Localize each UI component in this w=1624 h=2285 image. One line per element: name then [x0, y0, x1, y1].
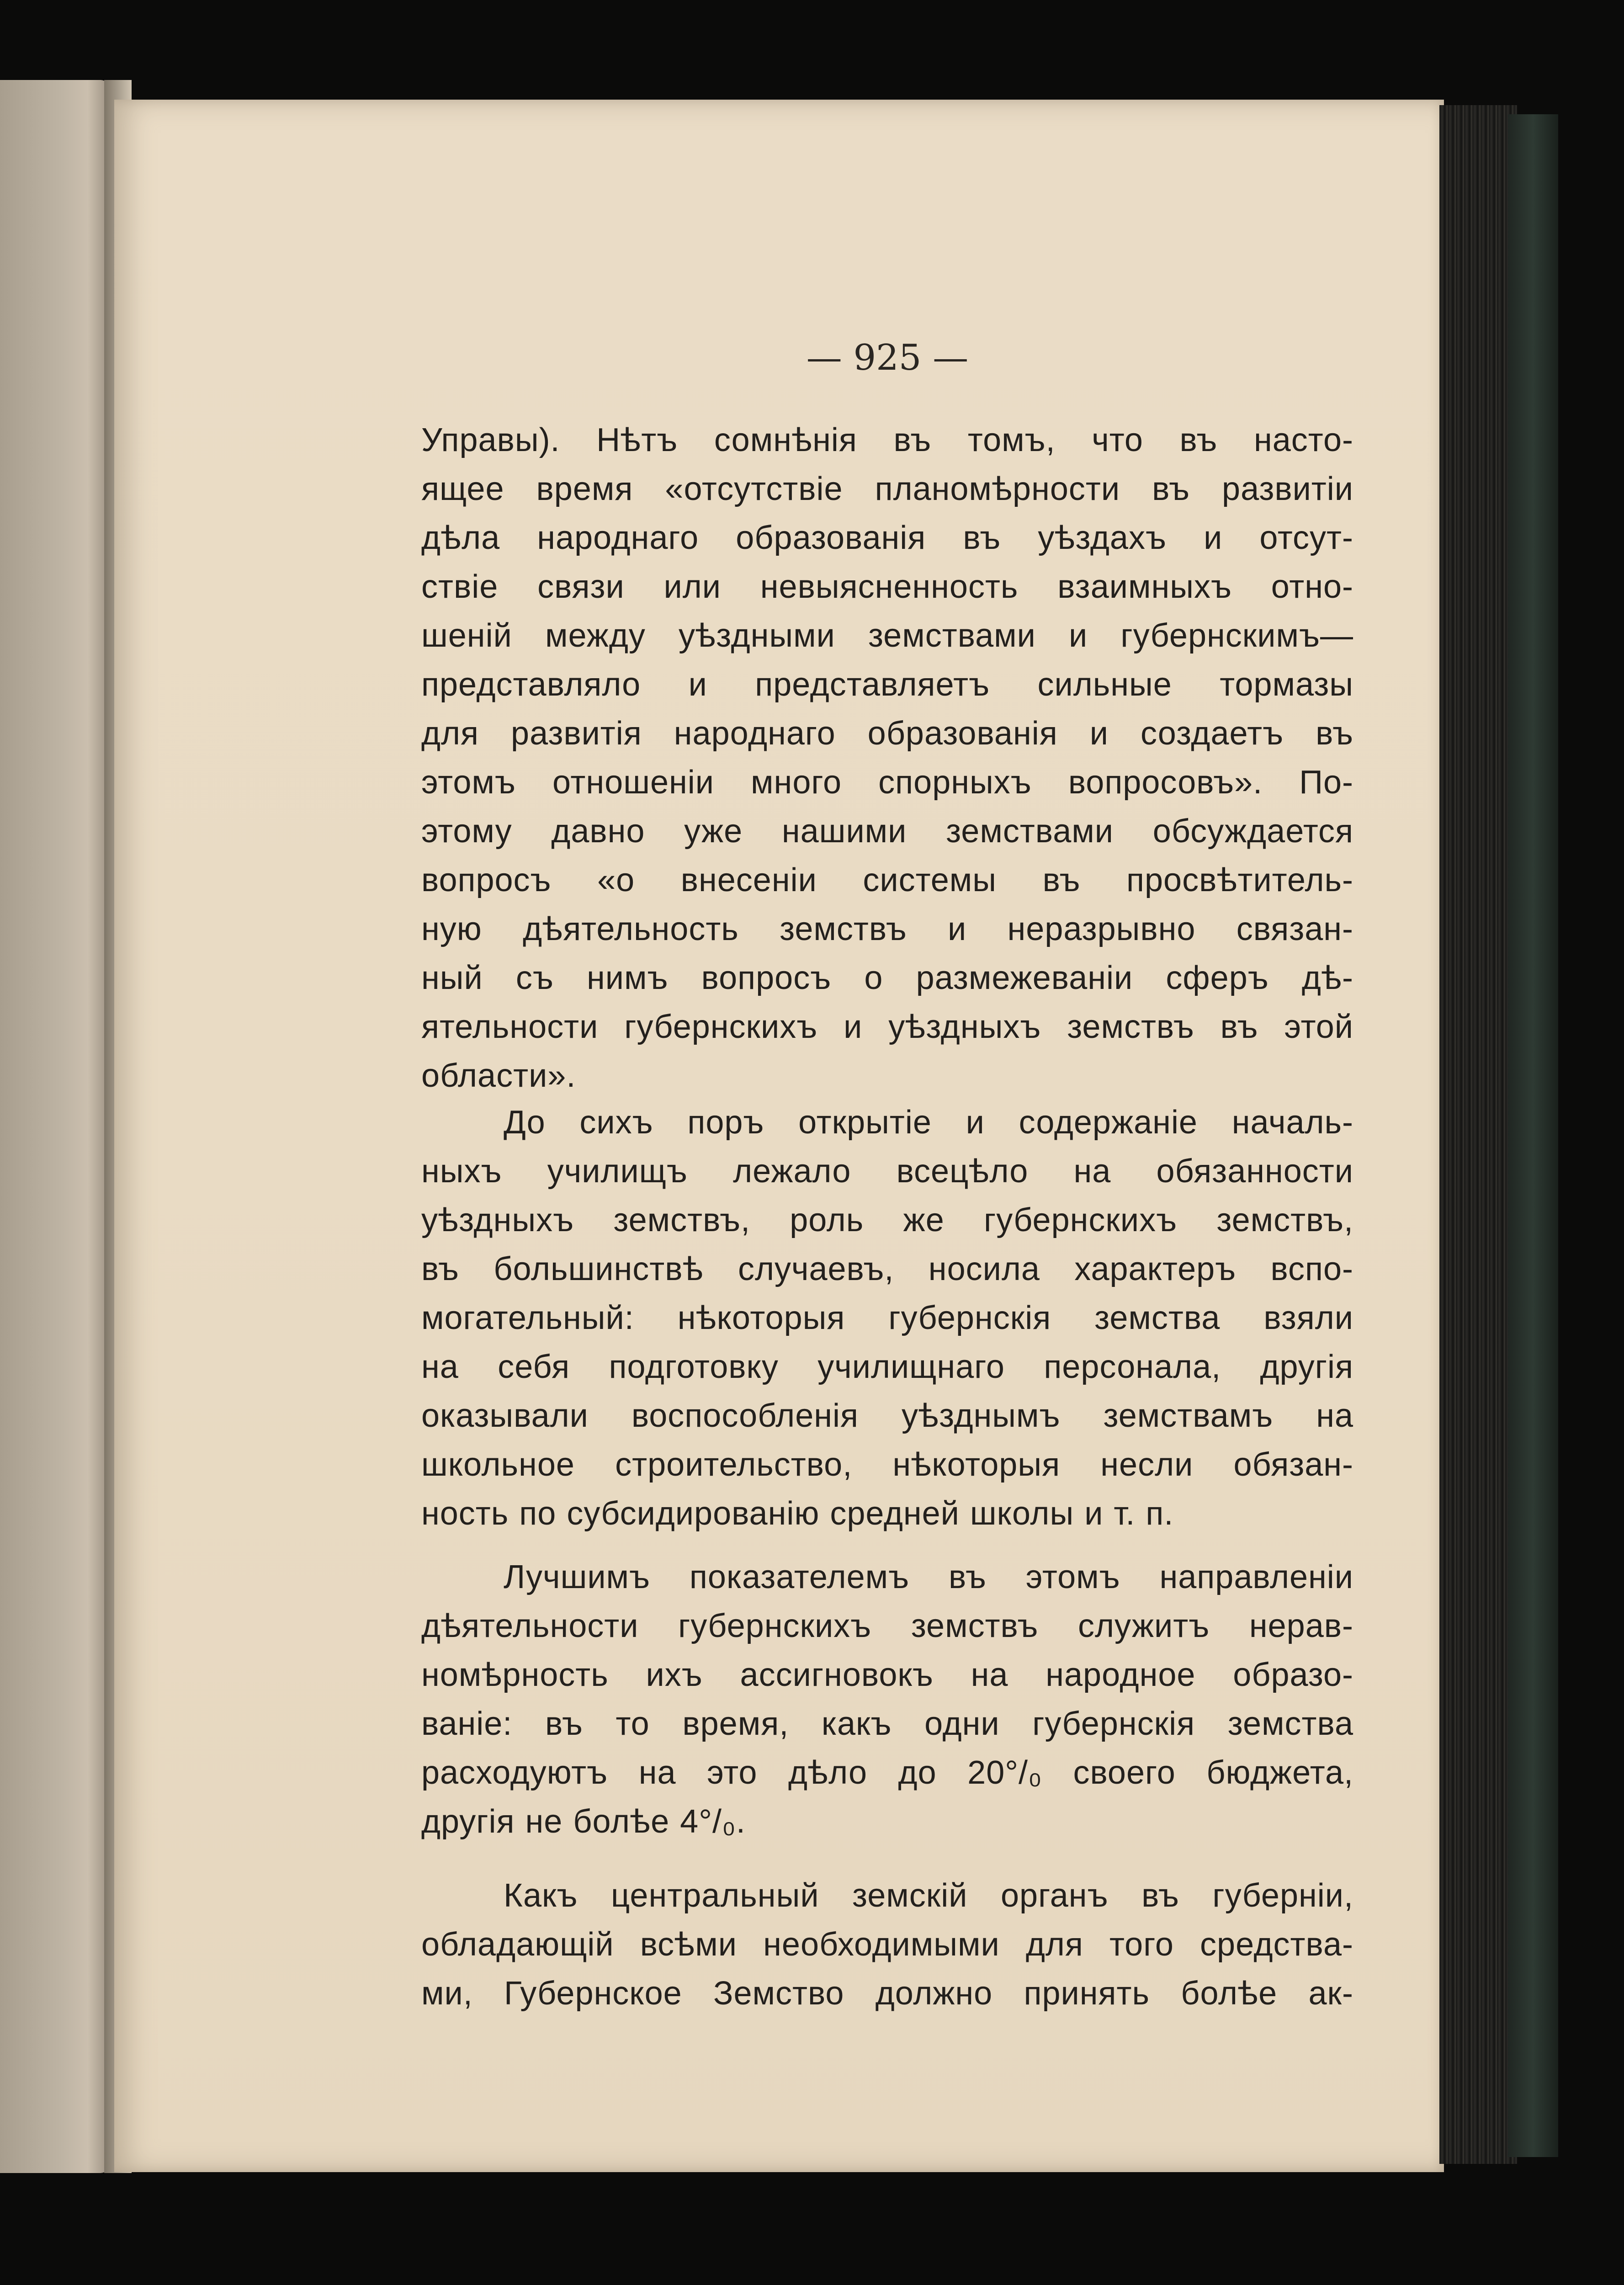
- text-line: оказывали воспособленія уѣзднымъ земствамъ на: [421, 1398, 1353, 1434]
- paragraph-2: [421, 1098, 1353, 1538]
- text-line: Лучшимъ показателемъ въ этомъ направленіи: [504, 1559, 1353, 1595]
- text-line: на себя подготовку училищнаго персонала, другія: [421, 1349, 1353, 1385]
- paragraph-3: [421, 1553, 1353, 1846]
- text-line: для развитія народнаго образованія и создаетъ въ: [421, 715, 1353, 752]
- text-line: ный съ нимъ вопросъ о размежеваніи сферъ дѣ-: [421, 960, 1353, 996]
- page-number: — 925 —: [806, 337, 969, 378]
- text-line: въ большинствѣ случаевъ, носила характеръ вспо-: [421, 1251, 1353, 1287]
- text-line: ми, Губернское Земство должно принять болѣе ак-: [421, 1975, 1353, 2012]
- book-page: [114, 100, 1444, 2172]
- text-line: уѣздныхъ земствъ, роль же губернскихъ земствъ,: [421, 1202, 1353, 1238]
- text-line: Какъ центральный земскій органъ въ губерніи,: [504, 1877, 1353, 1914]
- text-line: До сихъ поръ открытіе и содержаніе началь-: [504, 1104, 1353, 1141]
- facing-page-edge: [0, 80, 110, 2173]
- text-line: ность по субсидированію средней школы и т. п.: [421, 1495, 1174, 1532]
- text-line: Управы). Нѣтъ сомнѣнія въ томъ, что въ насто-: [421, 422, 1353, 458]
- paragraph-1: [421, 416, 1353, 1100]
- page-stack-edge: [1439, 105, 1517, 2164]
- text-line: шеній между уѣздными земствами и губернскимъ—: [421, 617, 1353, 654]
- text-line: этому давно уже нашими земствами обсуждается: [421, 813, 1353, 850]
- text-line: школьное строительство, нѣкоторыя несли обязан-: [421, 1446, 1353, 1483]
- text-line: ваніе: въ то время, какъ одни губернскія земства: [421, 1706, 1353, 1742]
- text-line: ствіе связи или невыясненность взаимныхъ отно-: [421, 569, 1353, 605]
- text-line: дѣятельности губернскихъ земствъ служитъ нерав-: [421, 1608, 1353, 1644]
- text-line: дѣла народнаго образованія въ уѣздахъ и отсут-: [421, 520, 1353, 556]
- text-line: другія не болѣе 4°/₀.: [421, 1803, 746, 1840]
- text-line: номѣрность ихъ ассигновокъ на народное образо-: [421, 1657, 1353, 1693]
- book-cover: [1508, 114, 1558, 2157]
- text-line: ящее время «отсутствіе планомѣрности въ развитіи: [421, 471, 1353, 507]
- text-line: представляло и представляетъ сильные тормазы: [421, 666, 1353, 703]
- text-line: расходуютъ на это дѣло до 20°/₀ своего бюджета,: [421, 1754, 1353, 1791]
- text-line: обладающій всѣми необходимыми для того средства-: [421, 1926, 1353, 1963]
- text-line: вопросъ «о внесеніи системы въ просвѣтитель-: [421, 862, 1353, 898]
- text-line: области».: [421, 1057, 576, 1094]
- text-line: ную дѣятельность земствъ и неразрывно связан-: [421, 911, 1353, 947]
- text-line: могательный: нѣкоторыя губернскія земства взяли: [421, 1300, 1353, 1336]
- text-line: ныхъ училищъ лежало всецѣло на обязанности: [421, 1153, 1353, 1190]
- text-line: ятельности губернскихъ и уѣздныхъ земствъ въ этой: [421, 1009, 1353, 1045]
- paragraph-4: [421, 1871, 1353, 2018]
- text-line: этомъ отношеніи много спорныхъ вопросовъ». По-: [421, 764, 1353, 801]
